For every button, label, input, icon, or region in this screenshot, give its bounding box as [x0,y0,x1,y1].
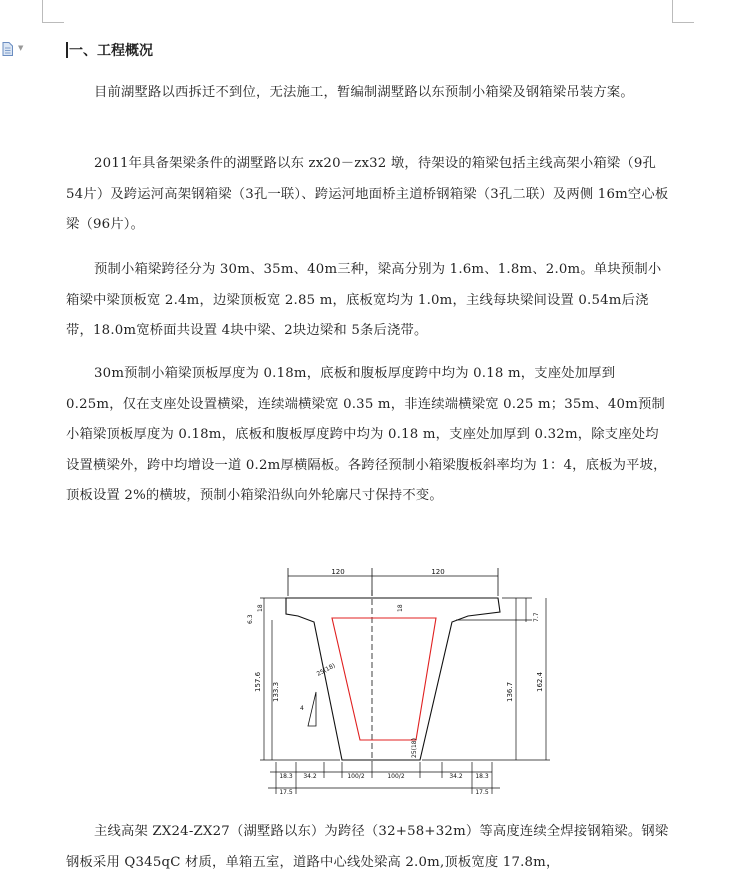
crop-mark-top-left-h [42,22,64,23]
dim-b-18-3-right: 18.3 [475,773,489,780]
dim-top-slab: 18 [397,604,404,612]
paragraph-3: 预制小箱梁跨径分为 30m、35m、40m三种，梁高分别为 1.6m、1.8m、2.0m。单块预制小箱梁中梁顶板宽 2.4m，边梁顶板宽 2.85 m，底板宽均为 1.0m，主线每块梁间设置 0.54m后浇带，18.0m宽桥面共设置 4块中梁、2块边梁和 5条后浇带。 [66,262,662,338]
dim-right-inner: 136.7 [506,681,514,702]
box-girder-cross-section-figure [220,562,560,812]
crop-mark-top-left [42,0,43,22]
girder-outline [286,598,500,760]
dim-bottom-slab: 25(18) [411,738,418,758]
paragraph-1: 目前湖墅路以西拆迁不到位，无法施工，暂编制湖墅路以东预制小箱梁及钢箱梁吊装方案。 [94,85,634,100]
crop-mark-top-right-h [672,22,694,23]
dim-right-total: 162.4 [536,671,544,692]
dim-top-left: 120 [331,568,345,576]
dim-b-34-2-left: 34.2 [303,773,317,780]
chevron-down-icon[interactable]: ▼ [18,44,24,52]
dim-web: 25(18) [315,662,337,678]
crop-mark-top-right [672,0,673,22]
dim-left-6-3: 6.3 [247,614,254,624]
dim-right-7-7: 7.7 [533,612,540,622]
slope-triangle [308,692,316,726]
paragraph-2: 2011年具备架梁条件的湖墅路以东 zx20－zx32 墩，待架设的箱梁包括主线高架小箱梁（9孔 54片）及跨运河高架钢箱梁（3孔一联）、跨运河地面桥主道桥钢箱梁（3孔二联）及两侧 16m空心板梁（96片）。 [66,156,669,232]
document-icon[interactable] [2,42,13,56]
dim-left-inner: 133.3 [272,681,280,702]
girder-inner-void [332,618,436,740]
dim-b-half-right: 100/2 [387,773,405,780]
section-heading [66,40,153,60]
dim-b-17-5-left: 17.5 [279,789,293,796]
section-heading-text: 一、工程概况 [69,43,153,59]
dim-left-18: 18 [257,604,264,612]
paragraph-4: 30m预制小箱梁顶板厚度为 0.18m，底板和腹板厚度跨中均为 0.18 m，支座处加厚到 0.25m，仅在支座处设置横梁，连续端横梁宽 0.35 m，非连续端横梁宽 0.25 m；35m、40m预制小箱梁顶板厚度为 0.18m，底板和腹板厚度跨中均为 0.18 m，支座处加厚到 0.32m，除支座处均设置横梁外，跨中均增设一道 0.2m厚横隔板。各跨径预制小箱梁腹板斜率均为 1：4，底板为平坡，顶板设置 2%的横坡，预制小箱梁沿纵向外轮廓尺寸保持不变。 [66,366,667,503]
paragraph-5: 主线高架 ZX24-ZX27（湖墅路以东）为跨径（32+58+32m）等高度连续全焊接钢箱梁。钢梁钢板采用 Q345qC 材质，单箱五室，道路中心线处梁高 2.0m,顶板宽度 17.8m， [66,824,669,870]
dim-slope: 4 [300,705,304,712]
text-cursor [66,42,68,58]
dim-b-34-2-right: 34.2 [449,773,463,780]
dim-b-18-3-left: 18.3 [279,773,293,780]
dim-top-right: 120 [431,568,445,576]
dim-b-half-left: 100/2 [347,773,365,780]
dim-left-total: 157.6 [254,671,262,692]
dim-b-17-5-right: 17.5 [475,789,489,796]
